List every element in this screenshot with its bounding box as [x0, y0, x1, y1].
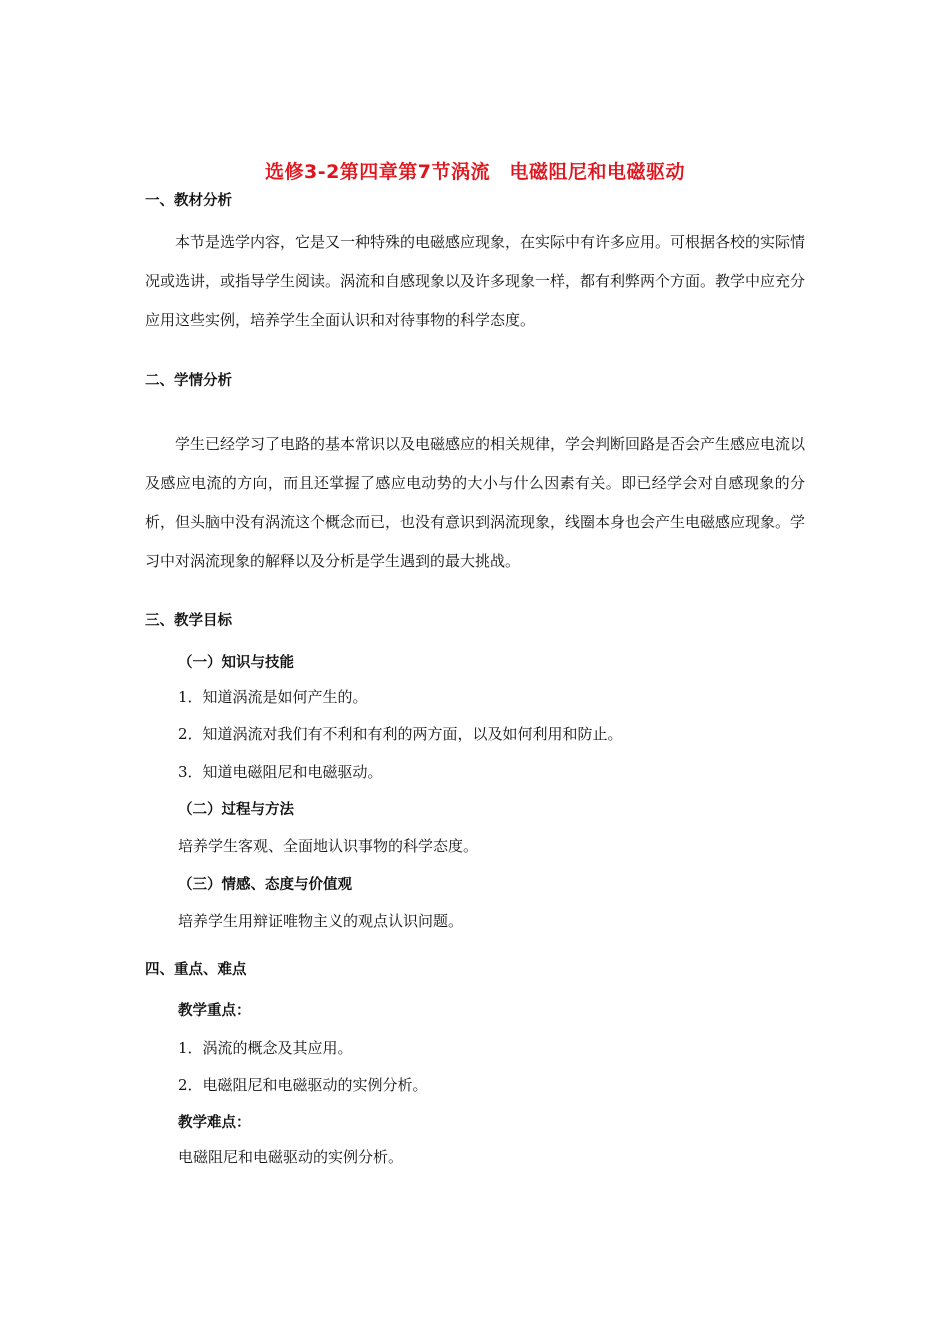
section-heading-student-analysis: 二、学情分析 [145, 373, 232, 389]
document-title: 选修3-2第四章第7节涡流 电磁阻尼和电磁驱动 [264, 161, 686, 183]
difficult-points-heading: 教学难点： [178, 1115, 251, 1131]
key-point-1: 1．涡流的概念及其应用。 [178, 1039, 353, 1057]
difficult-point-text: 电磁阻尼和电磁驱动的实例分析。 [178, 1148, 404, 1166]
subheading-emotion-values: （三）情感、态度与价值观 [178, 877, 352, 893]
process-method-text: 培养学生客观、全面地认识事物的科学态度。 [178, 837, 479, 855]
textbook-analysis-paragraph: 本节是选学内容，它是又一种特殊的电磁感应现象，在实际中有许多应用。可根据各校的实际情况或选讲，或指导学生阅读。涡流和自感现象以及许多现象一样，都有利弊两个方面。教学中应充分应用这些实例，培养学生全面认识和对待事物的科学态度。 [145, 233, 806, 329]
goal-item-1: 1．知道涡流是如何产生的。 [178, 688, 368, 706]
subheading-process-method: （二）过程与方法 [178, 802, 294, 818]
section-heading-teaching-goals: 三、教学目标 [145, 613, 232, 629]
goal-item-2: 2．知道涡流对我们有不利和有利的两方面，以及如何利用和防止。 [178, 725, 623, 743]
section-heading-key-difficult: 四、重点、难点 [145, 962, 247, 978]
emotion-values-text: 培养学生用辩证唯物主义的观点认识问题。 [178, 912, 464, 930]
subheading-knowledge-skills: （一）知识与技能 [178, 655, 294, 671]
student-analysis-paragraph: 学生已经学习了电路的基本常识以及电磁感应的相关规律，学会判断回路是否会产生感应电流以及感应电流的方向，而且还掌握了感应电动势的大小与什么因素有关。即已经学会对自感现象的分析，但头脑中没有涡流这个概念而已，也没有意识到涡流现象，线圈本身也会产生电磁感应现象。学习中对涡流现象的解释以及分析是学生遇到的最大挑战。 [145, 435, 806, 570]
key-point-2: 2．电磁阻尼和电磁驱动的实例分析。 [178, 1076, 428, 1094]
section-heading-textbook-analysis: 一、教材分析 [145, 193, 232, 209]
goal-item-3: 3．知道电磁阻尼和电磁驱动。 [178, 763, 383, 781]
key-points-heading: 教学重点： [178, 1003, 251, 1019]
